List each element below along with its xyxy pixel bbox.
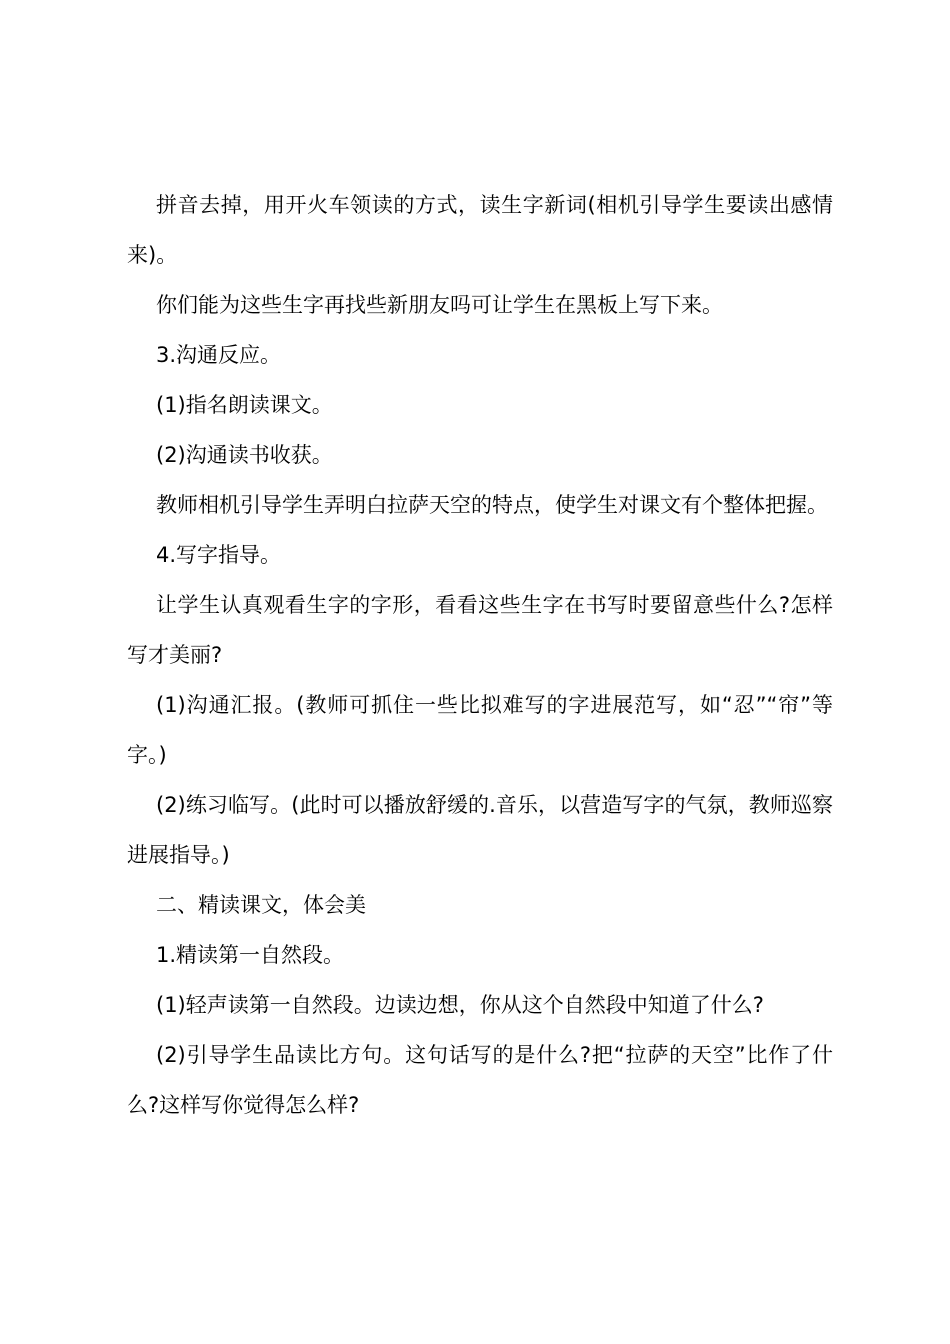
paragraph-step-3-item-1: (1)指名朗读课文。 (156, 393, 333, 417)
paragraph-step-4-heading: 4.写字指导。 (156, 543, 282, 567)
paragraph-pinyin-reading: 拼音去掉，用开火车领读的方式，读生字新词(相机引导学生要读出感情来)。 (127, 193, 833, 267)
paragraph-observe-characters: 让学生认真观看生字的字形，看看这些生字在书写时要留意些什么?怎样写才美丽? (127, 593, 833, 667)
paragraph-section-2-heading: 二、精读课文，体会美 (156, 893, 366, 917)
document-body (127, 180, 833, 1130)
paragraph-step-4-item-1: (1)沟通汇报。(教师可抓住一些比拟难写的字进展范写，如“忍”“帘”等字。) (127, 693, 833, 767)
paragraph-section-2-item-2: (2)引导学生品读比方句。这句话写的是什么?把“拉萨的天空”比作了什么?这样写你觉得怎么样? (127, 1043, 833, 1117)
paragraph-step-3-item-2: (2)沟通读书收获。 (156, 443, 333, 467)
paragraph-section-2-item-1: (1)轻声读第一自然段。边读边想，你从这个自然段中知道了什么? (156, 993, 764, 1017)
paragraph-teacher-guidance: 教师相机引导学生弄明白拉萨天空的特点，使学生对课文有个整体把握。 (156, 493, 828, 517)
paragraph-find-new-friends: 你们能为这些生字再找些新朋友吗可让学生在黑板上写下来。 (156, 293, 723, 317)
paragraph-step-4-item-2: (2)练习临写。(此时可以播放舒缓的.音乐，以营造写字的气氛，教师巡察进展指导。) (127, 793, 833, 867)
paragraph-step-3-heading: 3.沟通反应。 (156, 343, 282, 367)
paragraph-section-2-step-1: 1.精读第一自然段。 (156, 943, 345, 967)
